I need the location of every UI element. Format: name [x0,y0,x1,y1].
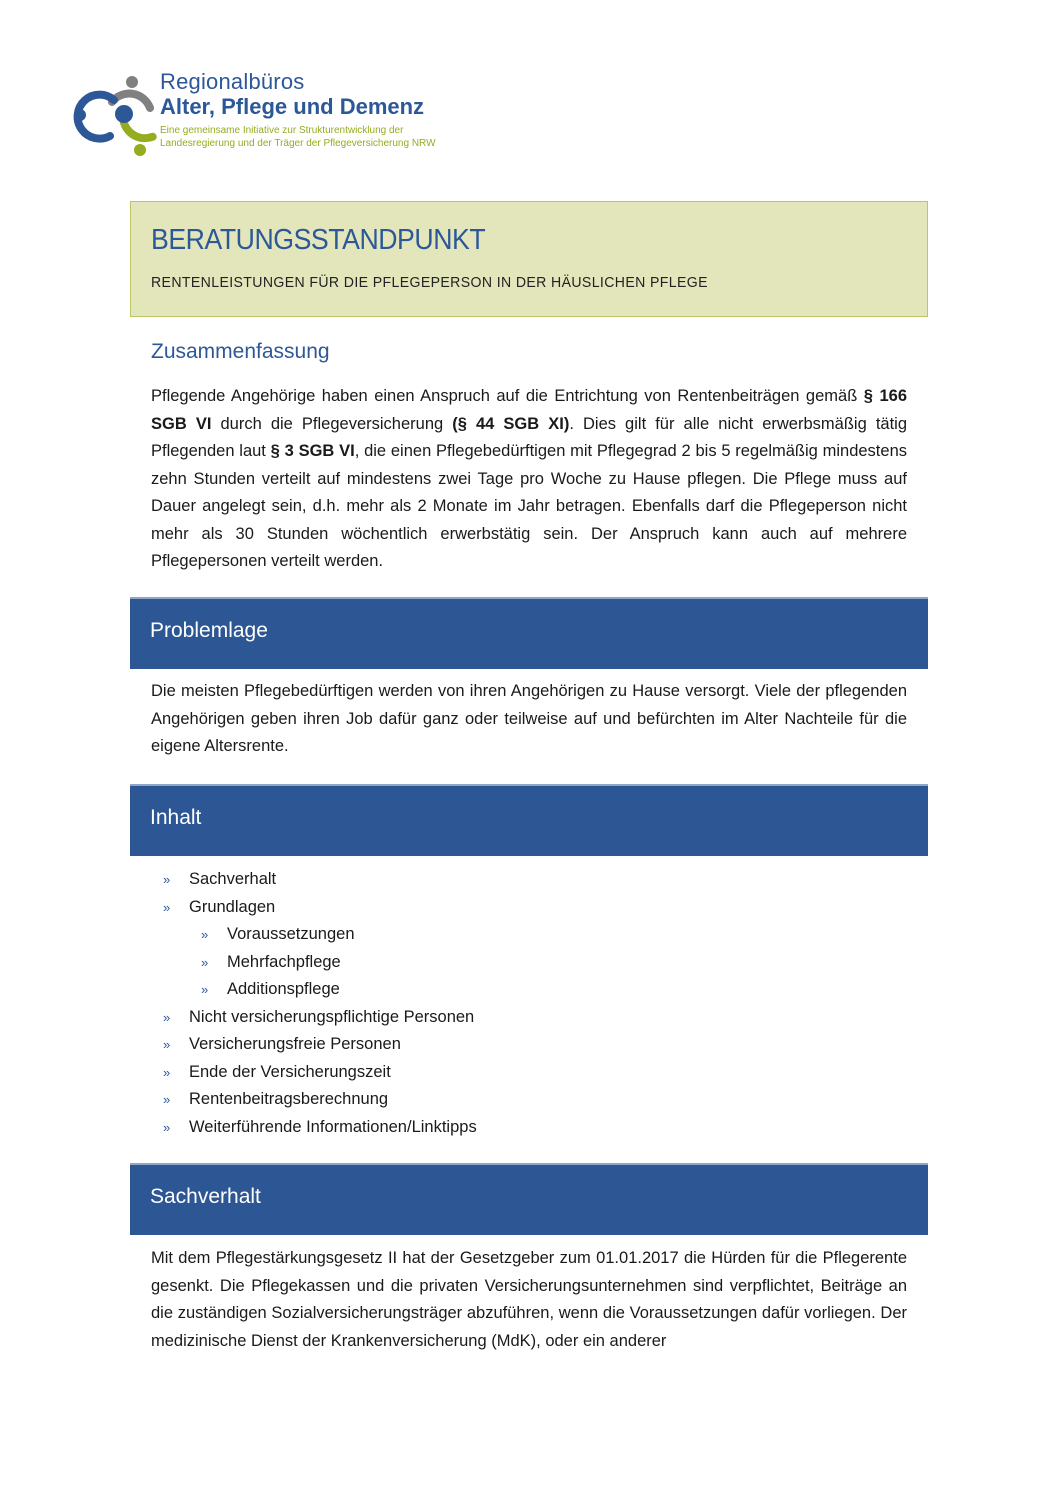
toc-item-voraussetzungen[interactable] [163,921,477,949]
chevron-double-right-icon: » [163,899,171,915]
summary-heading: Zusammenfassung [151,340,330,363]
toc-item-sachverhalt[interactable] [163,866,477,894]
toc-item-nicht-versicherungspflichtige-personen[interactable] [163,1004,477,1032]
toc-item-label: Voraussetzungen [227,925,355,943]
document-title: BERATUNGSSTANDPUNKT [151,224,486,256]
law-ref-44-sgb-xi: (§ 44 SGB XI) [452,414,570,433]
logo-tagline-line1: Eine gemeinsame Initiative zur Strukturentwicklung der [160,125,404,136]
toc-item-label: Versicherungsfreie Personen [189,1035,401,1053]
toc-item-label: Weiterführende Informationen/Linktipps [189,1117,477,1136]
problemlage-paragraph: Die meisten Pflegebedürftigen werden von ihren Angehörigen zu Hause versorgt. Viele der pflegenden Angehörigen geben ihren Job dafür ganz oder teilweise auf und befürchten im Alter Nachteile für die eigene Altersrente. [151,682,907,755]
logo-program-name: Alter, Pflege und Demenz [160,94,425,119]
summary-paragraph [151,383,907,576]
chevron-double-right-icon: » [163,1064,171,1080]
chevron-double-right-icon: » [201,982,209,997]
title-box [130,201,928,317]
chevron-double-right-icon: » [163,1037,171,1052]
toc-item-additionspflege[interactable] [163,976,477,1004]
section-band-sachverhalt [130,1163,928,1235]
toc-item-label: Rentenbeitragsberechnung [189,1090,389,1108]
toc-item-label: Mehrfachpflege [227,952,341,971]
chevron-double-right-icon: » [163,1119,171,1135]
chevron-double-right-icon: » [163,1092,171,1107]
toc-item-mehrfachpflege[interactable] [163,949,477,977]
toc-item-versicherungsfreie-personen[interactable] [163,1031,477,1059]
logo-org-name: Regionalbüros [160,69,305,94]
toc-item-grundlagen[interactable] [163,894,477,922]
logo-tagline [160,124,436,150]
summary-text: . Dies gilt für alle nicht erwerbsmäßig tätig Pflegenden laut [151,414,907,460]
toc-item-rentenbeitragsberechnung[interactable] [163,1086,477,1114]
toc-item-label: Grundlagen [189,897,276,916]
toc-item-label: Nicht versicherungspflichtige Personen [189,1007,475,1026]
logo [72,70,492,160]
sachverhalt-paragraph: Mit dem Pflegestärkungsgesetz II hat der Gesetzgeber zum 01.01.2017 die Hürden für die Pflegerente gesenkt. Die Pflegekassen und die privaten Versicherungsunternehmen sind verpflichtet, Beiträge an die zuständigen Sozialversicherungsträger abzuführen, wenn die Voraussetzungen dafür vorliegen. Der medizinische Dienst der Krankenversicherung (MdK), oder ein anderer [151,1249,907,1350]
logo-text [160,70,436,150]
chevron-double-right-icon: » [201,954,209,970]
logo-people-circles-icon [72,70,162,160]
section-heading-sachverhalt: Sachverhalt [150,1185,261,1208]
toc-item-weiterfuehrende-informationen[interactable] [163,1114,477,1142]
toc-item-label: Sachverhalt [189,870,277,888]
logo-tagline-line2: Landesregierung und der Träger der Pflegeversicherung NRW [160,138,436,149]
chevron-double-right-icon: » [201,927,209,942]
section-band-inhalt [130,784,928,856]
law-ref-3-sgb-vi: § 3 SGB VI [270,442,355,460]
document-subtitle: RENTENLEISTUNGEN FÜR DIE PFLEGEPERSON IN DER HÄUSLICHEN PFLEGE [151,274,708,291]
toc-item-label: Ende der Versicherungszeit [189,1062,391,1081]
summary-text: , die einen Pflegebedürftigen mit Pflegegrad 2 bis 5 regelmäßig mindestens zehn Stunden verteilt auf mindestens zwei Tage pro Woche zu Hause pflegen. Die Pflege muss auf Dauer angelegt sein, d.h. mehr als 2 Monate im Jahr betragen. Ebenfalls darf die Pflegeperson nicht mehr als 30 Stunden wöchentlich erwerbstätig sein. Der Anspruch kann auch auf mehrere Pflegepersonen verteilt werden. [151,442,907,570]
toc-item-label: Additionspflege [227,980,340,998]
law-ref-166-sgb-vi: § 166 SGB VI [151,387,908,433]
summary-text: Pflegende Angehörige haben einen Anspruch auf die Entrichtung von Rentenbeiträgen gemäß [151,387,864,405]
section-heading-inhalt: Inhalt [150,806,202,829]
toc-item-ende-der-versicherungszeit[interactable] [163,1059,477,1087]
section-band-problemlage [130,597,928,669]
table-of-contents [163,866,477,1141]
chevron-double-right-icon: » [163,872,171,887]
summary-text: durch die Pflegeversicherung [211,414,453,433]
section-heading-problemlage: Problemlage [150,619,268,642]
chevron-double-right-icon: » [163,1009,171,1025]
